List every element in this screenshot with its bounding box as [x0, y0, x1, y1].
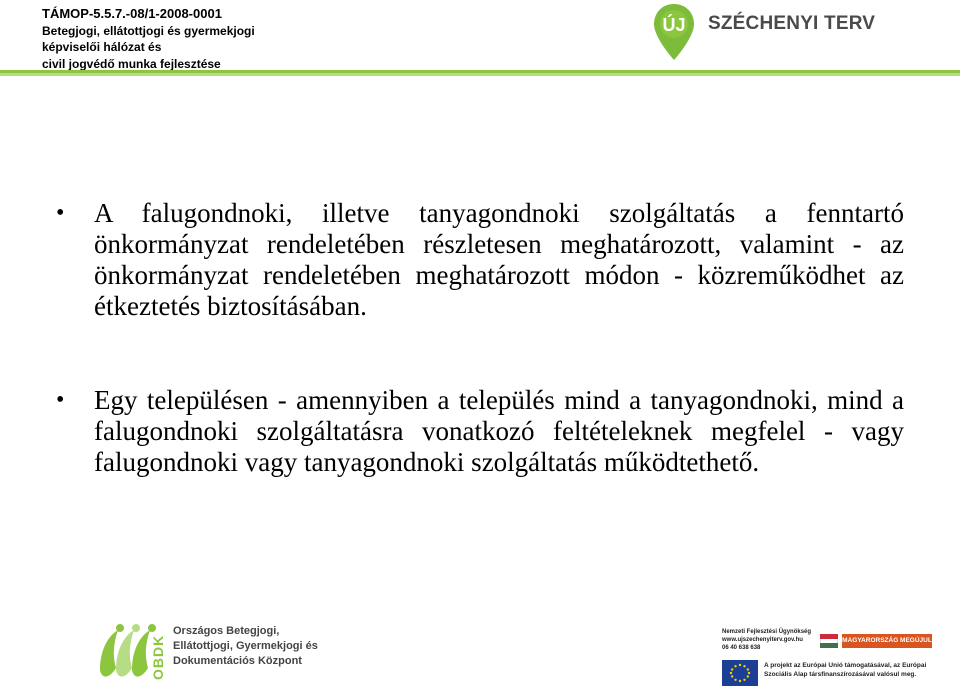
bullet-dot: •: [56, 387, 65, 413]
obdk-line-3: Dokumentációs Központ: [173, 655, 302, 667]
nfu-phone: 06 40 638 638: [722, 645, 761, 651]
bullet-item: [56, 198, 904, 322]
hungarian-flag-icon: [820, 634, 838, 648]
bullet-text: Egy településen - amennyiben a település mind a tanyagondnoki, mind a falugondnoki szolgáltatásra vonatkozó feltételeknek megfelel - vagy falugondnoki vagy tanyagondnoki szolgáltatás működtethető.: [94, 385, 904, 477]
bullet-list: [56, 198, 904, 478]
header-divider: [0, 70, 960, 76]
bullet-text: A falugondnoki, illetve tanyagondnoki szolgáltatás a fenntartó önkormányzat rendeletében részletesen meghatározott, valamint - az önkormányzat rendeletében meghatározott módon - közreműködhet az étkeztetés biztosításában.: [94, 198, 904, 321]
obdk-line-1: Országos Betegjogi,: [173, 625, 280, 637]
eu-flag-icon: [722, 660, 758, 686]
nfu-website: www.ujszechenyiterv.gov.hu: [722, 637, 803, 643]
obdk-name: [173, 624, 318, 669]
nfu-agency-name: Nemzeti Fejlesztési Ügynökség: [722, 629, 812, 635]
szechenyi-terv-logo: [652, 2, 902, 66]
nfu-eu-logo-block: [706, 624, 946, 694]
location-pin-icon: [652, 2, 696, 62]
obdk-acronym: OBDK: [150, 634, 166, 680]
project-info: [42, 6, 255, 72]
bullet-dot: •: [56, 200, 65, 226]
project-title-line-1: Betegjogi, ellátottjogi és gyermekjogi: [42, 23, 255, 38]
project-title-line-2: képviselői hálózat és: [42, 40, 162, 54]
project-code: TÁMOP-5.5.7.-08/1-2008-0001: [42, 6, 222, 21]
nfu-agency: [722, 628, 811, 652]
obdk-line-2: Ellátottjogi, Gyermekjogi és: [173, 640, 318, 652]
project-title-line-3: civil jogvédő munka fejlesztése: [42, 56, 221, 71]
pin-text: ÚJ: [662, 15, 686, 35]
magyarorszag-megujul-badge: MAGYARORSZÁG MEGÚJUL: [842, 634, 932, 648]
logo-title: SZÉCHENYI TERV: [708, 13, 876, 34]
bullet-item: [56, 385, 904, 478]
eu-funding-statement: A projekt az Európai Unió támogatásával, az Európai Szociális Alap társfinanszírozásával valósul meg.: [764, 662, 927, 678]
